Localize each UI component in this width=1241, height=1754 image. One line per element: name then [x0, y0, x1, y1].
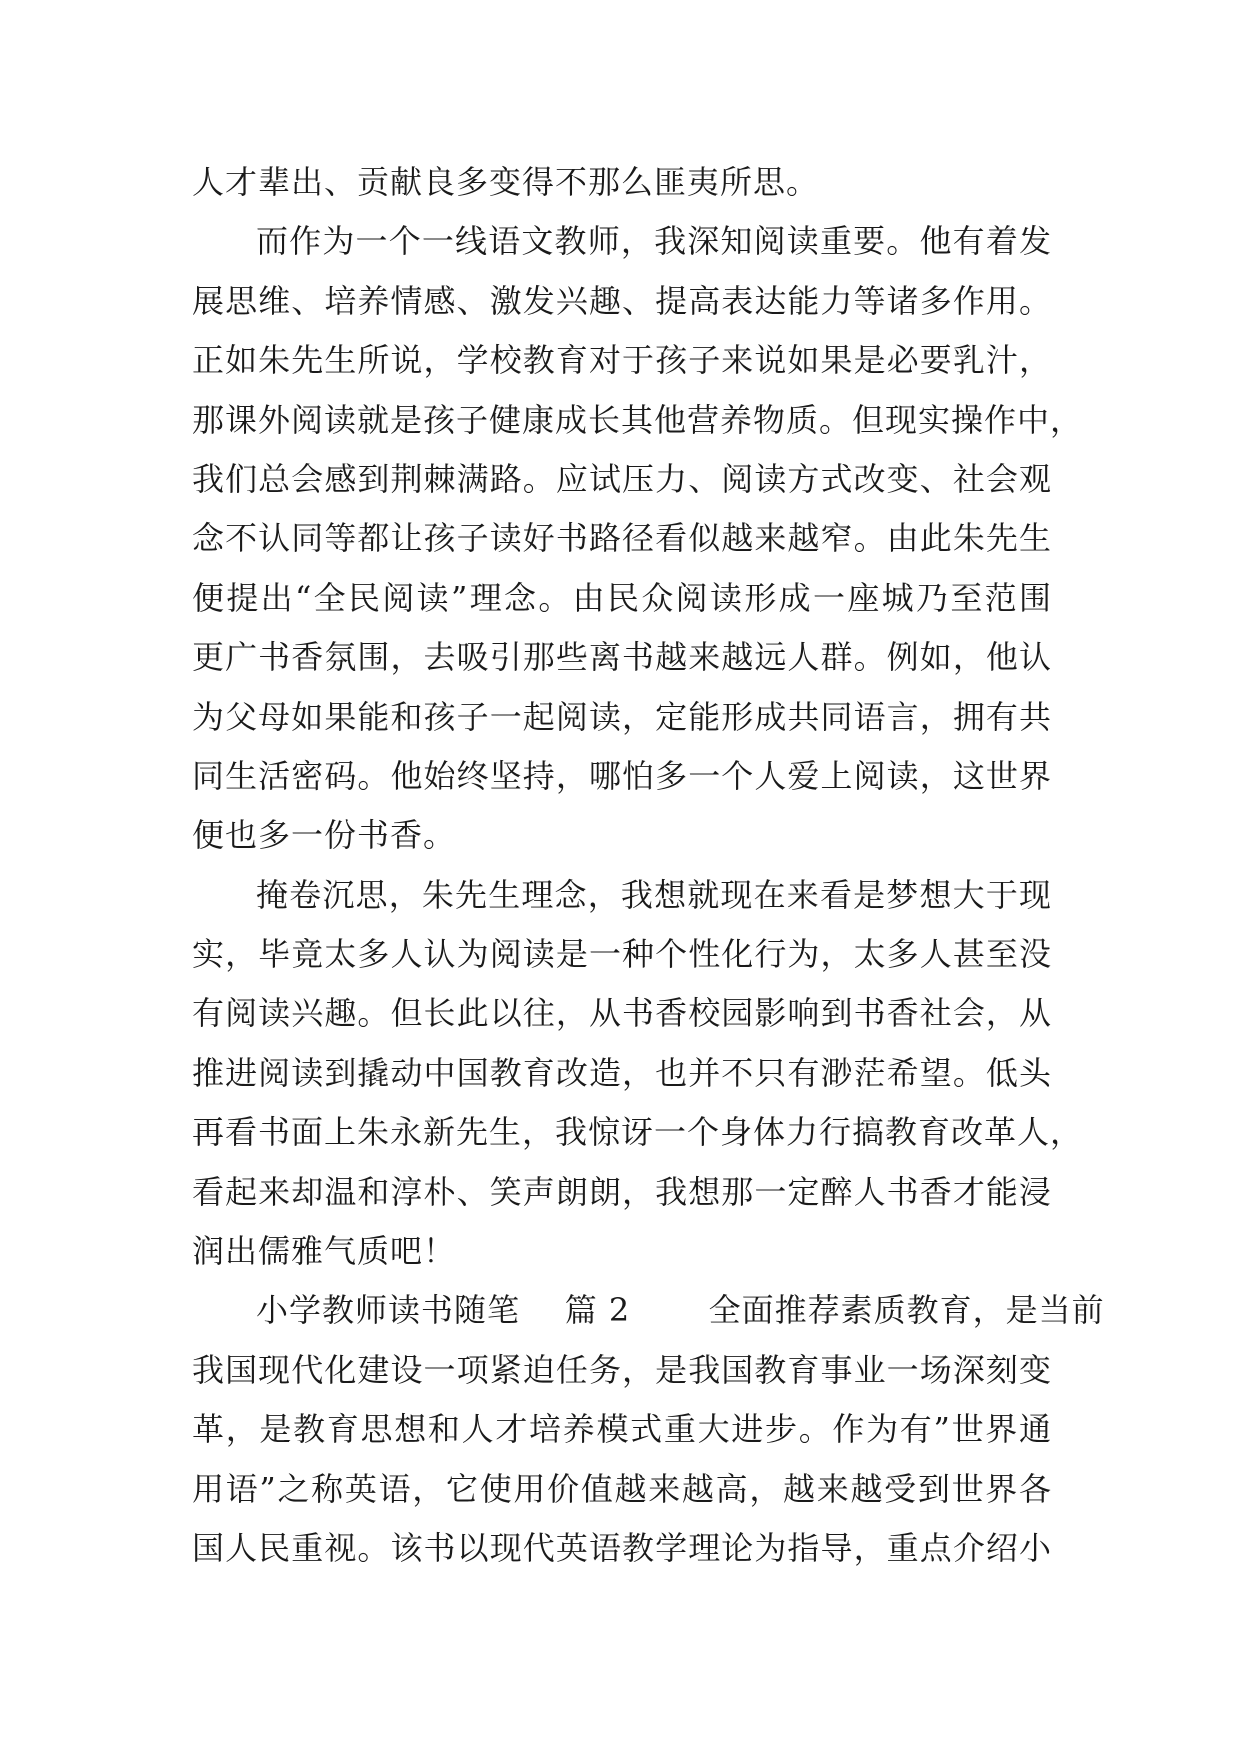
- paragraph-2-line-9: 为父母如果能和孩子一起阅读，定能形成共同语言，拥有共: [192, 697, 1052, 736]
- section-line-2: 我国现代化建设一项紧迫任务，是我国教育事业一场深刻变: [192, 1350, 1052, 1389]
- section-heading-line: [192, 1281, 1105, 1340]
- paragraph-2-line-1: 而作为一个一线语文教师，我深知阅读重要。他有着发: [256, 222, 1052, 261]
- paragraph-3-line-1: 掩卷沉思，朱先生理念，我想就现在来看是梦想大于现: [256, 875, 1052, 914]
- paragraph-2-line-7: 便提出“全民阅读”理念。由民众阅读形成一座城乃至范围: [192, 578, 1052, 617]
- section-first-line-text: 全面推荐素质教育，是当前: [708, 1291, 1105, 1330]
- paragraph-1-line-1: 人才辈出、贡献良多变得不那么匪夷所思。: [192, 163, 820, 201]
- paragraph-3-line-6: 看起来却温和淳朴、笑声朗朗，我想那一定醉人书香才能浸: [192, 1172, 1052, 1211]
- section-heading: 小学教师读书随笔: [256, 1291, 521, 1330]
- paragraph-2-line-2: 展思维、培养情感、激发兴趣、提高表达能力等诸多作用。: [192, 281, 1052, 320]
- body-text: [192, 153, 1105, 1578]
- paragraph-2-line-4: 那课外阅读就是孩子健康成长其他营养物质。但现实操作中，: [192, 400, 1084, 439]
- section-line-4: 用语”之称英语，它使用价值越来越高，越来越受到世界各: [192, 1469, 1052, 1508]
- section-line-3: 革，是教育思想和人才培养模式重大进步。作为有”世界通: [192, 1410, 1052, 1449]
- paragraph-3-line-7: 润出儒雅气质吧！: [192, 1232, 457, 1271]
- paragraph-2-line-6: 念不认同等都让孩子读好书路径看似越来越窄。由此朱先生: [192, 519, 1052, 558]
- section-label-spacer: [531, 1291, 553, 1329]
- paragraph-3-line-2: 实，毕竟太多人认为阅读是一种个性化行为，太多人甚至没: [192, 935, 1052, 974]
- paragraph-2-line-3: 正如朱先生所说，学校教育对于孩子来说如果是必要乳汁，: [192, 341, 1052, 380]
- paragraph-3-line-3: 有阅读兴趣。但长此以往，从书香校园影响到书香社会，从: [192, 994, 1052, 1033]
- section-label: 篇 2: [564, 1291, 631, 1330]
- paragraph-2-line-10: 同生活密码。他始终坚持，哪怕多一个人爱上阅读，这世界: [192, 756, 1052, 795]
- paragraph-2-line-5: 我们总会感到荆棘满路。应试压力、阅读方式改变、社会观: [192, 459, 1052, 498]
- paragraph-2-line-11: 便也多一份书香。: [192, 816, 457, 855]
- paragraph-3-line-4: 推进阅读到撬动中国教育改造，也并不只有渺茫希望。低头: [192, 1053, 1052, 1092]
- paragraph-3-line-5: 再看书面上朱永新先生，我惊讶一个身体力行搞教育改革人，: [192, 1113, 1084, 1152]
- paragraph-2-line-8: 更广书香氛围，去吸引那些离书越来越远人群。例如，他认: [192, 638, 1052, 677]
- section-line-5: 国人民重视。该书以现代英语教学理论为指导，重点介绍小: [192, 1528, 1052, 1567]
